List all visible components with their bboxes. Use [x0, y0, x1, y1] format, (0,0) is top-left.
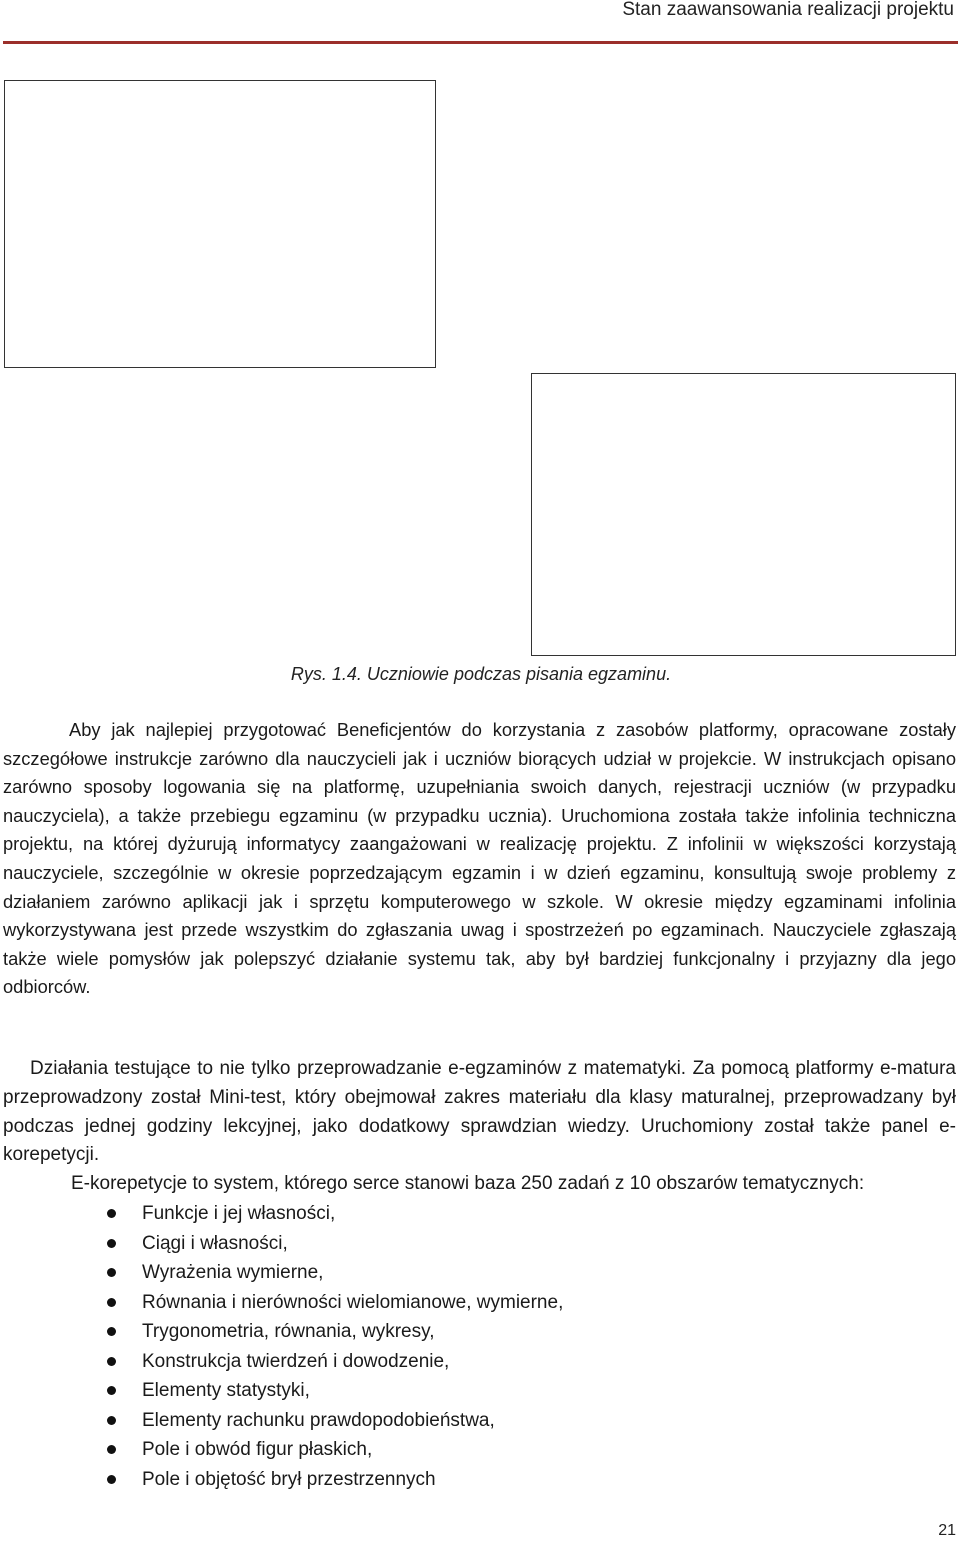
topics-list: [0, 1199, 563, 1494]
list-item: Pole i obwód figur płaskich,: [0, 1435, 563, 1465]
list-item: Elementy rachunku prawdopodobieństwa,: [0, 1406, 563, 1436]
list-item: Ciągi i własności,: [0, 1229, 563, 1259]
figure-photo-left: [4, 80, 436, 368]
figure-photo-right: [531, 373, 956, 656]
bullet-icon: [107, 1239, 116, 1248]
header-title: Stan zaawansowania realizacji projektu: [622, 0, 954, 20]
list-item: Konstrukcja twierdzeń i dowodzenie,: [0, 1347, 563, 1377]
paragraph-instructions: [3, 716, 956, 1002]
bullet-icon: [107, 1416, 116, 1425]
bullet-icon: [107, 1386, 116, 1395]
list-item: Pole i objętość brył przestrzennych: [0, 1465, 563, 1495]
list-item: Funkcje i jej własności,: [0, 1199, 563, 1229]
page-number: 21: [938, 1522, 956, 1539]
running-header: [0, 0, 954, 40]
bullet-icon: [107, 1209, 116, 1218]
list-item: Równania i nierówności wielomianowe, wymierne,: [0, 1288, 563, 1318]
paragraph-text: Aby jak najlepiej przygotować Beneficjentów do korzystania z zasobów platformy, opracowane zostały szczegółowe instrukcje zarówno dla nauczycieli jak i uczniów biorących udział w projekcie. W instrukcjach opisano zarówno sposoby logowania się na platformę, uzupełniania swoich danych, rejestracji uczniów (w przypadku nauczyciela), a także przebiegu egzaminu (w przypadku ucznia). Uruchomiona została także infolinia techniczna projektu, na której dyżurują informatycy zaangażowani w realizację projektu. Z infolinii w większości korzystają nauczyciele, szczególnie w okresie poprzedzającym egzamin i w dzień egzaminu, konsultują swoje problemy z działaniem zarówno aplikacji jak i sprzętu komputerowego w szkole. W okresie między egzaminami infolinia wykorzystywana jest przede wszystkim do zgłaszania uwag i spostrzeżeń po egzaminach. Nauczyciele zgłaszają także wiele pomysłów jak polepszyć działanie systemu tak, aby był bardziej funkcjonalny i przyjazny dla jego odbiorców.: [3, 719, 956, 998]
bullet-icon: [107, 1445, 116, 1454]
paragraph-ekorepetycje: [71, 1169, 956, 1198]
figure-caption: Rys. 1.4. Uczniowie podczas pisania egzaminu.: [290, 664, 672, 684]
bullet-icon: [107, 1298, 116, 1307]
list-item: Elementy statystyki,: [0, 1376, 563, 1406]
bullet-icon: [107, 1357, 116, 1366]
paragraph-testing: [3, 1055, 956, 1170]
bullet-icon: [107, 1327, 116, 1336]
bullet-icon: [107, 1475, 116, 1484]
list-item: Wyrażenia wymierne,: [0, 1258, 563, 1288]
paragraph-text: E-korepetycje to system, którego serce stanowi baza 250 zadań z 10 obszarów tematycznych:: [71, 1173, 865, 1194]
list-item: Trygonometria, równania, wykresy,: [0, 1317, 563, 1347]
paragraph-text: Działania testujące to nie tylko przeprowadzanie e-egzaminów z matematyki. Za pomocą platformy e-matura przeprowadzony został Mini-test, który obejmował zakres materiału dla klasy maturalnej, przeprowadzany był podczas jednej godziny lekcyjnej, jako dodatkowy sprawdzian wiedzy. Uruchomiony został także panel e-korepetycji.: [3, 1058, 956, 1166]
bullet-icon: [107, 1268, 116, 1277]
header-rule: [3, 41, 958, 44]
